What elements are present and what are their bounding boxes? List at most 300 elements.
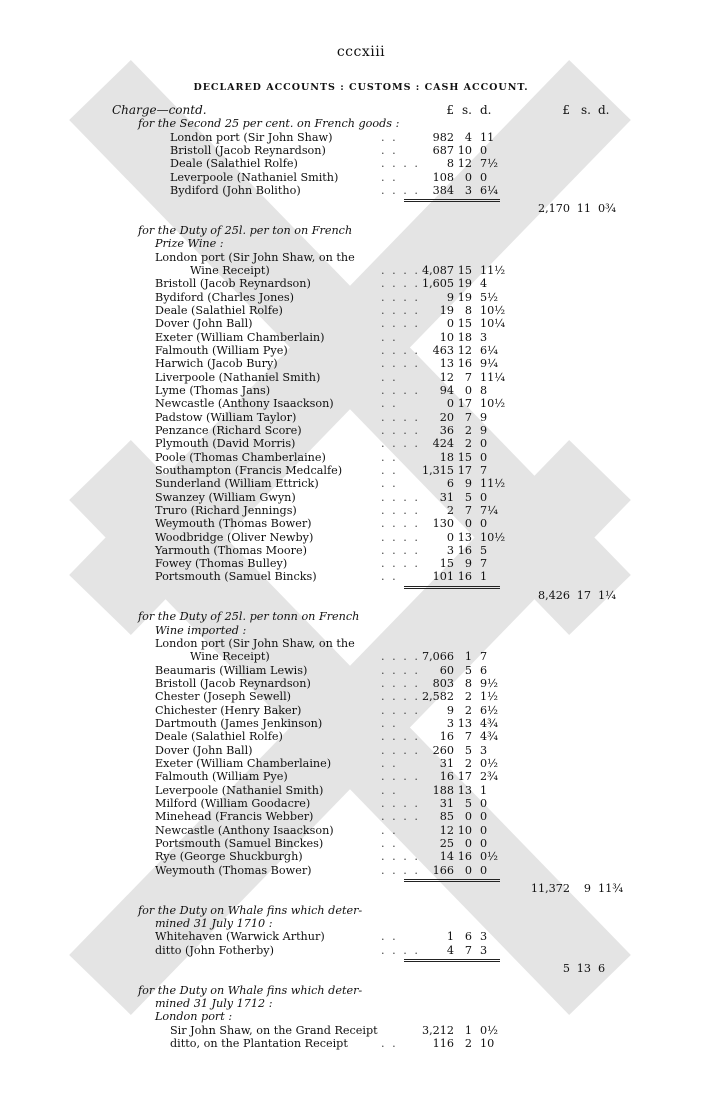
sum-rule [404, 881, 500, 882]
account-entry [0, 810, 722, 823]
entry-pounds: 31 [439, 797, 454, 811]
column-header-row [0, 104, 722, 117]
entry-description: London port (Sir John Shaw, on the [155, 250, 355, 264]
section-heading-text: London port : [155, 1010, 233, 1024]
sum-rule [404, 588, 500, 589]
entry-pounds: 4,087 [421, 263, 454, 277]
entry-shillings: 19 [457, 277, 472, 291]
entry-pounds: 1,605 [421, 277, 454, 291]
section-heading [0, 1010, 722, 1023]
entry-pence: 0 [480, 810, 488, 824]
entry-pounds: 6 [446, 477, 454, 491]
leader-dots: . . . . [381, 357, 420, 371]
entry-description: London port (Sir John Shaw, on the [155, 637, 355, 651]
entry-pounds: 18 [439, 450, 454, 464]
entry-shillings: 19 [457, 290, 472, 304]
leader-dots: . . . . [381, 303, 420, 317]
entry-description: Poole (Thomas Chamberlaine) [155, 450, 326, 464]
entry-pence: 4¾ [480, 717, 498, 731]
entry-pence: 0 [480, 823, 488, 837]
entry-pounds: 463 [432, 343, 454, 357]
entry-description: Portsmouth (Samuel Binckes) [155, 837, 324, 851]
entry-description: Yarmouth (Thomas Moore) [155, 543, 307, 557]
entry-pence: 7½ [480, 157, 498, 171]
entry-description: Newcastle (Anthony Isaackson) [155, 397, 334, 411]
entry-pounds: 166 [432, 863, 454, 877]
account-entry [0, 171, 722, 184]
account-entry [0, 797, 722, 810]
entry-pence: 6 [480, 663, 488, 677]
entry-pounds: 31 [439, 490, 454, 504]
leader-dots: . . . . [381, 797, 420, 811]
entry-shillings: 13 [457, 717, 472, 731]
account-entry [0, 304, 722, 317]
leader-dots: . . [381, 463, 398, 477]
account-entry [0, 264, 722, 277]
entry-shillings: 10 [457, 143, 472, 157]
entry-shillings: 7 [464, 370, 472, 384]
section-heading [0, 904, 722, 917]
leader-dots: . . [381, 370, 398, 384]
entry-pounds: 101 [432, 570, 454, 584]
entry-description: Bristoll (Jacob Reynardson) [155, 677, 311, 691]
section-heading-text: Wine imported : [155, 623, 247, 637]
entry-shillings: 1 [464, 650, 472, 664]
entry-pounds: 3 [446, 543, 454, 557]
entry-description: Liverpoole (Nathaniel Smith) [155, 370, 321, 384]
sum-rule [404, 961, 500, 962]
entry-shillings: 7 [464, 410, 472, 424]
entry-description: Whitehaven (Warwick Arthur) [155, 930, 325, 944]
account-entry [0, 411, 722, 424]
spacer [0, 970, 722, 983]
account-entry [0, 131, 722, 144]
entry-shillings: 9 [464, 477, 472, 491]
entry-shillings: 12 [457, 157, 472, 171]
entry-pence: 9½ [480, 677, 498, 691]
entry-shillings: 8 [464, 303, 472, 317]
entry-pounds: 130 [432, 517, 454, 531]
entry-pence: 5 [480, 543, 488, 557]
section-heading-text: for the Duty of 25l. per tonn on French [138, 610, 360, 624]
entry-pence: 11¼ [480, 370, 506, 384]
entry-shillings: 0 [464, 383, 472, 397]
entry-pence: 0½ [480, 757, 498, 771]
entry-pence: 6½ [480, 703, 498, 717]
entry-pounds: 94 [439, 383, 454, 397]
shilling-column-heading: s. [462, 103, 472, 117]
entry-description: Southampton (Francis Medcalfe) [155, 463, 343, 477]
entry-description: Woodbridge (Oliver Newby) [155, 530, 314, 544]
entry-pounds: 12 [439, 370, 454, 384]
entry-pounds: 2 [446, 503, 454, 517]
entry-pounds: 687 [432, 143, 454, 157]
leader-dots: . . . . [381, 730, 420, 744]
entry-description: Dover (John Ball) [155, 317, 253, 331]
entry-shillings: 5 [464, 490, 472, 504]
entry-shillings: 6 [464, 930, 472, 944]
leader-dots: . . . . [381, 277, 420, 291]
entry-pence: 6¼ [480, 183, 498, 197]
entry-pence: 9 [480, 423, 488, 437]
entry-shillings: 0 [464, 810, 472, 824]
entry-pounds: 31 [439, 757, 454, 771]
leader-dots: . . . . [381, 517, 420, 531]
leader-dots: . . . . [381, 663, 420, 677]
entry-shillings: 5 [464, 797, 472, 811]
section-heading [0, 624, 722, 637]
entry-pounds: 25 [439, 837, 454, 851]
entry-pence: 10½ [480, 303, 506, 317]
account-entry [0, 504, 722, 517]
section-heading [0, 997, 722, 1010]
entry-pence: 5½ [480, 290, 498, 304]
total-shillings: 9 [583, 882, 591, 896]
leader-dots: . . [381, 1036, 398, 1050]
leader-dots: . . [381, 570, 398, 584]
account-entry [0, 690, 722, 703]
account-entry [0, 464, 722, 477]
leader-dots: . . . . [381, 863, 420, 877]
entry-shillings: 7 [464, 943, 472, 957]
entry-description: Portsmouth (Samuel Bincks) [155, 570, 317, 584]
entry-shillings: 17 [457, 770, 472, 784]
entry-description: Leverpoole (Nathaniel Smith) [170, 170, 339, 184]
entry-description: Newcastle (Anthony Isaackson) [155, 823, 334, 837]
entry-shillings: 0 [464, 517, 472, 531]
entry-pence: 7¼ [480, 503, 498, 517]
account-entry [0, 770, 722, 783]
entry-pounds: 15 [439, 557, 454, 571]
entry-pounds: 9 [446, 290, 454, 304]
leader-dots: . . . . [381, 410, 420, 424]
charge-label: Charge—contd. [112, 103, 207, 117]
account-entry [0, 1024, 722, 1037]
entry-description: Chester (Joseph Sewell) [155, 690, 292, 704]
entry-shillings: 17 [457, 463, 472, 477]
section-heading [0, 237, 722, 250]
leader-dots: . . . . [381, 650, 420, 664]
leader-dots: . . . . [381, 263, 420, 277]
entry-description: ditto (John Fotherby) [155, 943, 274, 957]
entry-description: Rye (George Shuckburgh) [155, 850, 303, 864]
entry-pence: 9¼ [480, 357, 498, 371]
total-pence: 0¾ [598, 202, 616, 216]
entry-shillings: 5 [464, 743, 472, 757]
entry-pounds: 4 [446, 943, 454, 957]
leader-dots: . . . . [381, 437, 420, 451]
leader-dots: . . [381, 143, 398, 157]
entry-description: Falmouth (William Pye) [155, 770, 288, 784]
entry-shillings: 16 [457, 543, 472, 557]
entry-pence: 0 [480, 143, 488, 157]
entry-description: Deale (Salathiel Rolfe) [155, 730, 283, 744]
entry-description: Exeter (William Chamberlaine) [155, 757, 332, 771]
account-entry [0, 397, 722, 410]
entry-description: Beaumaris (William Lewis) [155, 663, 308, 677]
entry-shillings: 16 [457, 357, 472, 371]
account-entry [0, 517, 722, 530]
leader-dots: . . [381, 757, 398, 771]
entry-pounds: 8 [446, 157, 454, 171]
leader-dots: . . . . [381, 557, 420, 571]
account-entry [0, 357, 722, 370]
entry-shillings: 2 [464, 437, 472, 451]
entry-pence: 1 [480, 570, 488, 584]
entry-shillings: 13 [457, 783, 472, 797]
entry-pounds: 384 [432, 183, 454, 197]
entry-shillings: 8 [464, 677, 472, 691]
entry-description: Lyme (Thomas Jans) [155, 383, 271, 397]
entry-shillings: 0 [464, 837, 472, 851]
pence-column-heading: d. [480, 103, 492, 117]
account-entry [0, 157, 722, 170]
section-total-row [0, 877, 722, 896]
spacer [0, 211, 722, 224]
spacer [0, 890, 722, 903]
leader-dots: . . [381, 130, 398, 144]
entry-pounds: 60 [439, 663, 454, 677]
entry-pounds: 424 [432, 437, 454, 451]
entry-pence: 0 [480, 170, 488, 184]
account-entry [0, 944, 722, 957]
section-total-row [0, 957, 722, 975]
leader-dots: . . [381, 170, 398, 184]
entry-description: Swanzey (William Gwyn) [155, 490, 296, 504]
account-entry [0, 331, 722, 344]
section-heading-text: for the Second 25 per cent. on French goods : [138, 117, 400, 131]
entry-description: Falmouth (William Pye) [155, 343, 288, 357]
account-entry [0, 184, 722, 197]
entry-pence: 0½ [480, 850, 498, 864]
leader-dots: . . . . [381, 690, 420, 704]
entry-pence: 2¾ [480, 770, 498, 784]
entry-description: Exeter (William Chamberlain) [155, 330, 325, 344]
account-entry [0, 704, 722, 717]
account-entry [0, 424, 722, 437]
entry-pounds: 1 [446, 930, 454, 944]
account-entry [0, 930, 722, 943]
entry-description: Wine Receipt) [190, 650, 270, 664]
entry-pence: 7 [480, 650, 488, 664]
entry-pence: 9 [480, 410, 488, 424]
entry-description: Plymouth (David Morris) [155, 437, 296, 451]
total-pounds: 2,170 [537, 202, 570, 216]
entry-description: Weymouth (Thomas Bower) [155, 863, 312, 877]
entry-pounds: 12 [439, 823, 454, 837]
entry-pounds: 36 [439, 423, 454, 437]
entry-description: Sir John Shaw, on the Grand Receipt [170, 1023, 378, 1037]
leader-dots: . . [381, 783, 398, 797]
leader-dots: . . . . [381, 543, 420, 557]
account-entry [0, 531, 722, 544]
entry-pence: 3 [480, 943, 488, 957]
sum-rule [404, 586, 500, 587]
entry-description: Weymouth (Thomas Bower) [155, 517, 312, 531]
page-number: cccxiii [336, 44, 386, 60]
account-entry [0, 317, 722, 330]
leader-dots: . . . . [381, 490, 420, 504]
entry-pounds: 7,066 [421, 650, 454, 664]
leader-dots: . . [381, 717, 398, 731]
leader-dots: . . . . [381, 703, 420, 717]
account-entry [0, 864, 722, 877]
account-entry [0, 557, 722, 570]
entry-description: Sunderland (William Ettrick) [155, 477, 319, 491]
entry-pence: 11½ [480, 263, 506, 277]
entry-shillings: 15 [457, 263, 472, 277]
account-entry [0, 384, 722, 397]
section-heading-text: for the Duty of 25l. per ton on French [138, 223, 353, 237]
account-entry [0, 744, 722, 757]
entry-pounds: 2,582 [421, 690, 454, 704]
account-entry [0, 730, 722, 743]
entry-description: Padstow (William Taylor) [155, 410, 297, 424]
leader-dots: . . [381, 477, 398, 491]
leader-dots: . . [381, 330, 398, 344]
entry-description: Bristoll (Jacob Reynardson) [155, 277, 311, 291]
total-pence: 6 [598, 962, 606, 975]
entry-pence: 0 [480, 437, 488, 451]
leader-dots: . . . . [381, 290, 420, 304]
entry-description: Deale (Salathiel Rolfe) [155, 303, 283, 317]
entry-shillings: 2 [464, 703, 472, 717]
leader-dots: . . . . [381, 157, 420, 171]
entry-pounds: 188 [432, 783, 454, 797]
leader-dots: . . . . [381, 317, 420, 331]
entry-description: Dartmouth (James Jenkinson) [155, 717, 323, 731]
entry-shillings: 16 [457, 850, 472, 864]
account-entry [0, 1037, 722, 1050]
section-heading-text: for the Duty on Whale fins which deter- [138, 983, 363, 997]
entry-pence: 1 [480, 783, 488, 797]
entry-pounds: 14 [439, 850, 454, 864]
account-entry [0, 451, 722, 464]
entry-pence: 11½ [480, 477, 506, 491]
account-entry [0, 344, 722, 357]
leader-dots: . . . . [381, 810, 420, 824]
entry-shillings: 16 [457, 570, 472, 584]
account-entry [0, 251, 722, 264]
entry-pounds: 20 [439, 410, 454, 424]
leader-dots: . . . . [381, 943, 420, 957]
entry-shillings: 18 [457, 330, 472, 344]
account-entry [0, 850, 722, 863]
entry-pounds: 16 [439, 730, 454, 744]
entry-pounds: 1,315 [421, 463, 454, 477]
entry-pence: 0 [480, 517, 488, 531]
total-pound-column-heading: £ [562, 103, 570, 117]
entry-description: Bydiford (Charles Jones) [155, 290, 295, 304]
account-entry [0, 677, 722, 690]
entry-shillings: 2 [464, 690, 472, 704]
entry-pounds: 10 [439, 330, 454, 344]
entry-shillings: 12 [457, 343, 472, 357]
entry-pence: 3 [480, 330, 488, 344]
entry-shillings: 15 [457, 317, 472, 331]
entry-pounds: 0 [446, 397, 454, 411]
leader-dots: . . [381, 450, 398, 464]
sum-rule [404, 879, 500, 880]
account-entry [0, 650, 722, 663]
account-entry [0, 824, 722, 837]
account-entry [0, 277, 722, 290]
running-heading: DECLARED ACCOUNTS : CUSTOMS : CASH ACCOUNT. [193, 82, 529, 93]
section-heading [0, 984, 722, 997]
entry-description: ditto, on the Plantation Receipt [170, 1036, 348, 1050]
entry-shillings: 7 [464, 503, 472, 517]
entry-shillings: 17 [457, 397, 472, 411]
account-entry [0, 491, 722, 504]
section-heading [0, 117, 722, 130]
account-entry [0, 144, 722, 157]
entry-pence: 0 [480, 490, 488, 504]
account-entry [0, 717, 722, 730]
entry-description: Minehead (Francis Webber) [155, 810, 314, 824]
leader-dots: . . . . [381, 677, 420, 691]
spacer [0, 597, 722, 610]
entry-shillings: 0 [464, 170, 472, 184]
entry-shillings: 7 [464, 730, 472, 744]
entry-pence: 7 [480, 557, 488, 571]
account-entry [0, 371, 722, 384]
entry-pounds: 3,212 [421, 1023, 454, 1037]
entry-shillings: 0 [464, 863, 472, 877]
entry-pence: 4¾ [480, 730, 498, 744]
leader-dots: . . . . [381, 503, 420, 517]
entry-description: Wine Receipt) [190, 263, 270, 277]
entry-pence: 3 [480, 930, 488, 944]
entry-description: Bydiford (John Bolitho) [170, 183, 301, 197]
entry-description: Milford (William Goodacre) [155, 797, 311, 811]
section-heading [0, 224, 722, 237]
total-pounds: 5 [562, 962, 570, 975]
entry-description: Chichester (Henry Baker) [155, 703, 302, 717]
entry-pounds: 803 [432, 677, 454, 691]
entry-pounds: 0 [446, 530, 454, 544]
entry-description: Bristoll (Jacob Reynardson) [170, 143, 326, 157]
entry-pence: 11 [480, 130, 495, 144]
entry-description: Deale (Salathiel Rolfe) [170, 157, 298, 171]
section-heading-text: for the Duty on Whale fins which deter- [138, 903, 363, 917]
entry-shillings: 2 [464, 423, 472, 437]
entry-shillings: 5 [464, 663, 472, 677]
sum-rule [404, 199, 500, 200]
entry-pence: 10½ [480, 530, 506, 544]
entry-shillings: 1 [464, 1023, 472, 1037]
account-entry [0, 837, 722, 850]
entry-pounds: 108 [432, 170, 454, 184]
entry-pence: 0 [480, 863, 488, 877]
entry-pounds: 3 [446, 717, 454, 731]
account-entry [0, 664, 722, 677]
entry-pounds: 13 [439, 357, 454, 371]
entry-pence: 10½ [480, 397, 506, 411]
entry-pounds: 0 [446, 317, 454, 331]
entry-pence: 0 [480, 450, 488, 464]
entry-pence: 0 [480, 837, 488, 851]
entry-description: London port (Sir John Shaw) [170, 130, 333, 144]
account-body [0, 104, 722, 1050]
leader-dots: . . [381, 397, 398, 411]
entry-description: Harwich (Jacob Bury) [155, 357, 278, 371]
entry-shillings: 2 [464, 1036, 472, 1050]
total-pence: 11¾ [598, 882, 624, 896]
section-heading [0, 917, 722, 930]
account-entry [0, 757, 722, 770]
total-pounds: 11,372 [530, 882, 570, 896]
account-entry [0, 784, 722, 797]
